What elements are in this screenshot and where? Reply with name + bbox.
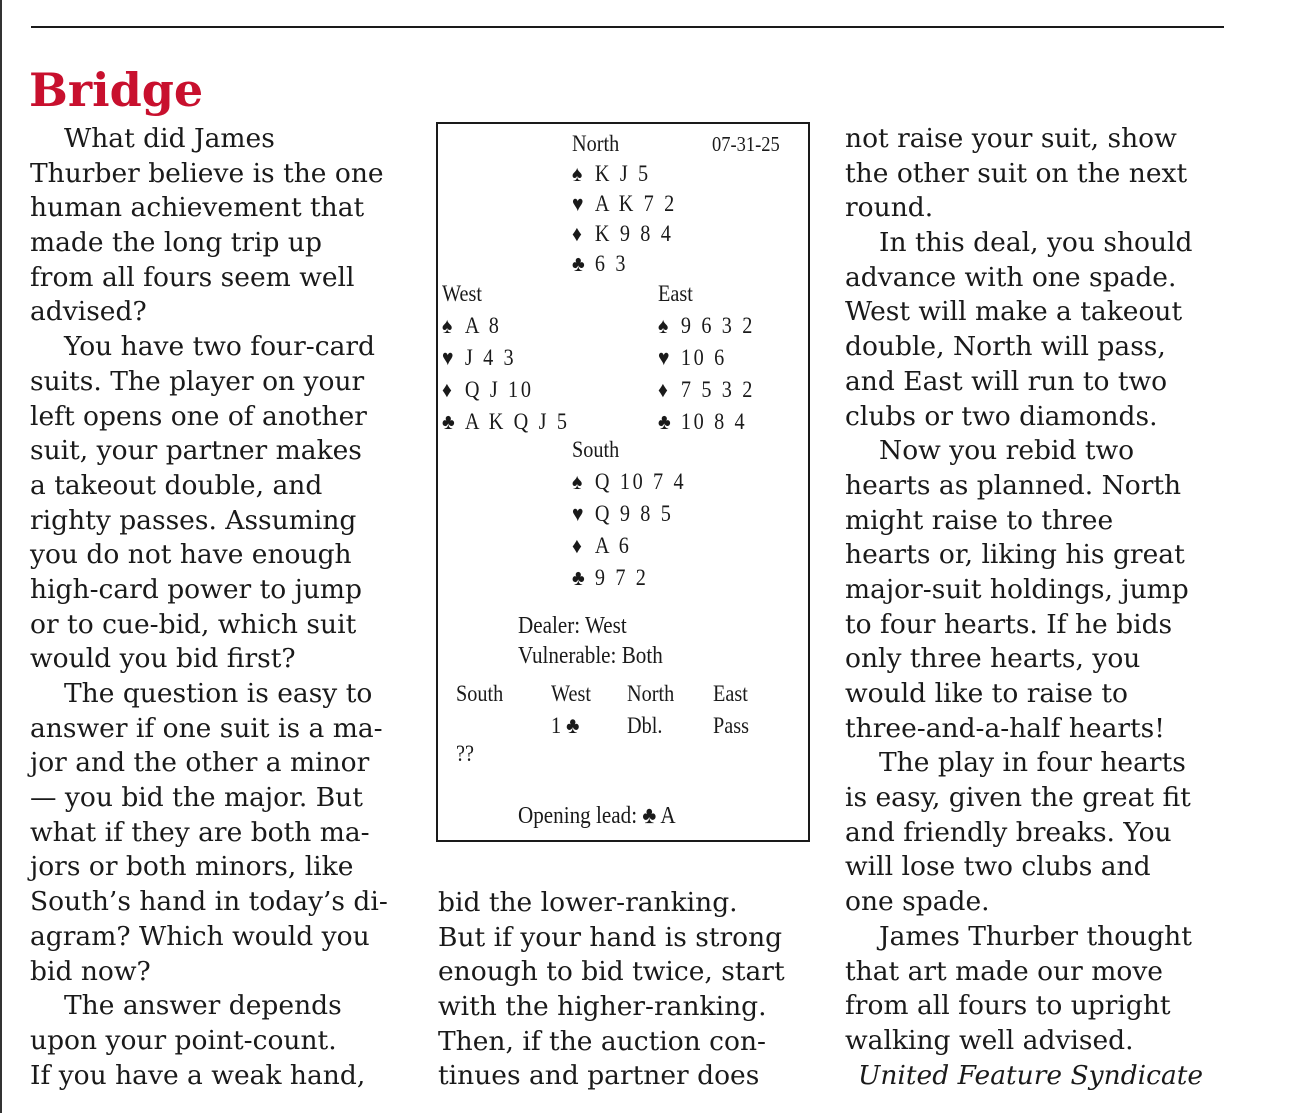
article-text-line: is easy, given the great fit [845, 782, 1191, 814]
heart-icon: ♥ [442, 345, 454, 370]
south-spades [572, 468, 686, 496]
auction-bid-north: Dbl. [627, 713, 663, 738]
heart-icon: ♥ [572, 501, 584, 526]
article-text-line: advance with one spade. [845, 261, 1177, 293]
west-hearts-cards: J 4 3 [464, 345, 517, 370]
south-diamonds [572, 532, 631, 560]
article-text-line: You have two four-card [64, 331, 376, 363]
article-text-line: bid the lower-ranking. [438, 887, 738, 918]
east-diamonds [658, 376, 755, 404]
article-column-1 [30, 122, 430, 1093]
south-label: South [572, 437, 620, 462]
west-label: West [442, 281, 482, 306]
article-text-line: with the higher-ranking. [438, 991, 767, 1023]
east-label: East [658, 281, 693, 306]
article-text-line: a takeout double, and [30, 469, 323, 501]
article-text-line: The question is easy to [64, 678, 373, 709]
article-text-line: If you have a weak hand, [30, 1059, 366, 1091]
spade-icon: ♠ [572, 161, 583, 186]
auction-bid-west: 1 ♣ [551, 713, 580, 738]
article-text-line: James Thurber thought [879, 920, 1192, 952]
article-text-line: and friendly breaks. You [845, 816, 1172, 848]
article-text-line: The answer depends [64, 990, 342, 1022]
north-diamonds [572, 220, 674, 248]
north-label: North [572, 131, 620, 156]
article-text-line: only three hearts, you [845, 643, 1141, 675]
article-text-line: one spade. [845, 886, 990, 918]
east-diamonds-cards: 7 5 3 2 [680, 377, 756, 402]
east-spades [658, 312, 755, 340]
south-clubs-cards: 9 7 2 [594, 565, 649, 590]
article-text-line: tinues and partner does [438, 1060, 760, 1092]
article-text-line: to four hearts. If he bids [845, 608, 1173, 640]
article-text-line: jor and the other a minor [30, 747, 370, 779]
article-text-line: jors or both minors, like [30, 851, 354, 883]
spade-icon: ♠ [658, 313, 669, 338]
article-text-line: three-and-a-half hearts! [845, 712, 1165, 744]
article-text-line: agram? Which would you [30, 920, 370, 952]
article-text-line: In this deal, you should [879, 227, 1193, 259]
article-text-line: the other suit on the next [845, 157, 1188, 189]
article-text-line: Then, if the auction con- [438, 1025, 766, 1057]
club-icon: ♣ [658, 409, 671, 434]
club-icon: ♣ [572, 565, 585, 590]
article-text-line: clubs or two diamonds. [845, 400, 1158, 432]
south-clubs [572, 564, 649, 592]
auction-header-west: West [551, 681, 591, 706]
north-hearts [572, 190, 677, 218]
article-text-line: What did James [64, 123, 275, 154]
auction-bid-south: ?? [456, 741, 474, 766]
diamond-icon: ♦ [658, 377, 668, 402]
heart-icon: ♥ [572, 191, 584, 216]
article-text-line: would like to raise to [845, 678, 1128, 709]
west-diamonds [442, 376, 534, 404]
diamond-icon: ♦ [572, 221, 582, 246]
west-clubs [442, 408, 570, 436]
byline-credit: United Feature Syndicate [858, 1059, 1204, 1091]
article-text-line: walking well advised. [845, 1024, 1134, 1056]
article-text-line: South’s hand in today’s di- [30, 886, 388, 918]
article-text-line: what if they are both ma- [30, 816, 370, 848]
headline: Bridge [29, 63, 204, 117]
article-text-line: enough to bid twice, start [438, 956, 785, 988]
diamond-icon: ♦ [572, 533, 582, 558]
article-text-line: hearts as planned. North [845, 469, 1182, 501]
article-text-line: But if your hand is strong [438, 921, 783, 953]
article-text-line: — you bid the major. But [30, 782, 363, 814]
dealer-text: Dealer: West [518, 613, 627, 639]
west-hearts [442, 344, 516, 372]
article-text-line: bid now? [30, 955, 151, 987]
club-icon: ♣ [572, 251, 585, 276]
auction-header-south: South [456, 681, 504, 706]
north-spades [572, 160, 651, 188]
article-text-line: you do not have enough [30, 539, 352, 571]
article-text-line: hearts or, liking his great [845, 539, 1185, 571]
article-column-3 [845, 122, 1235, 1093]
article-text-line: left opens one of another [30, 400, 367, 432]
article-text-line: major-suit holdings, jump [845, 573, 1189, 605]
article-text-line: double, North will pass, [845, 331, 1166, 363]
article-text-line: high-card power to jump [30, 573, 363, 605]
north-diamonds-cards: K 9 8 4 [594, 221, 674, 246]
bridge-diagram [436, 122, 810, 842]
north-hearts-cards: A K 7 2 [594, 191, 677, 216]
west-diamonds-cards: Q J 10 [464, 377, 534, 402]
article-text-line: round. [845, 192, 934, 224]
article-column-2 [438, 886, 838, 1094]
article-text-line: would you bid first? [30, 643, 296, 675]
opening-lead: Opening lead: ♣ A [518, 803, 676, 829]
vulnerable-text: Vulnerable: Both [518, 643, 663, 669]
article-text-line: West will make a takeout [845, 296, 1183, 328]
south-hearts-cards: Q 9 8 5 [594, 501, 674, 526]
east-clubs [658, 408, 747, 436]
heart-icon: ♥ [658, 345, 670, 370]
article-text-line: from all fours seem well [30, 261, 355, 293]
spade-icon: ♠ [572, 469, 583, 494]
east-spades-cards: 9 6 3 2 [680, 313, 756, 338]
east-clubs-cards: 10 8 4 [680, 409, 748, 434]
page-edge-rule [0, 0, 2, 1113]
article-text-line: Thurber believe is the one [30, 157, 384, 189]
east-hearts [658, 344, 727, 372]
article-text-line: The play in four hearts [879, 747, 1186, 779]
west-spades [442, 312, 501, 340]
article-text-line: or to cue-bid, which suit [30, 608, 357, 640]
north-spades-cards: K J 5 [594, 161, 651, 186]
article-text-line: made the long trip up [30, 227, 322, 259]
diagram-date: 07-31-25 [712, 132, 780, 156]
west-spades-cards: A 8 [464, 313, 502, 338]
diamond-icon: ♦ [442, 377, 452, 402]
article-text-line: advised? [30, 296, 147, 328]
article-text-line: upon your point-count. [30, 1024, 337, 1056]
east-hearts-cards: 10 6 [680, 345, 727, 370]
auction-header-north: North [627, 681, 675, 706]
spade-icon: ♠ [442, 313, 453, 338]
top-rule [31, 26, 1224, 28]
article-text-line: from all fours to upright [845, 990, 1171, 1022]
south-hearts [572, 500, 674, 528]
club-icon: ♣ [442, 409, 455, 434]
north-clubs [572, 250, 628, 278]
auction-bid-east: Pass [713, 713, 749, 738]
article-text-line: answer if one suit is a ma- [30, 712, 383, 744]
article-text-line: will lose two clubs and [845, 851, 1151, 883]
south-spades-cards: Q 10 7 4 [594, 469, 687, 494]
auction-header-east: East [713, 681, 748, 706]
article-text-line: that art made our move [845, 955, 1163, 987]
article-text-line: not raise your suit, show [845, 123, 1177, 154]
article-text-line: Now you rebid two [879, 435, 1135, 467]
article-text-line: might raise to three [845, 504, 1114, 536]
west-clubs-cards: A K Q J 5 [464, 409, 570, 434]
article-text-line: human achievement that [30, 192, 365, 224]
article-text-line: righty passes. Assuming [30, 504, 357, 536]
north-clubs-cards: 6 3 [594, 251, 629, 276]
article-text-line: suit, your partner makes [30, 435, 362, 467]
article-text-line: and East will run to two [845, 365, 1168, 397]
south-diamonds-cards: A 6 [594, 533, 632, 558]
article-text-line: suits. The player on your [30, 365, 365, 397]
